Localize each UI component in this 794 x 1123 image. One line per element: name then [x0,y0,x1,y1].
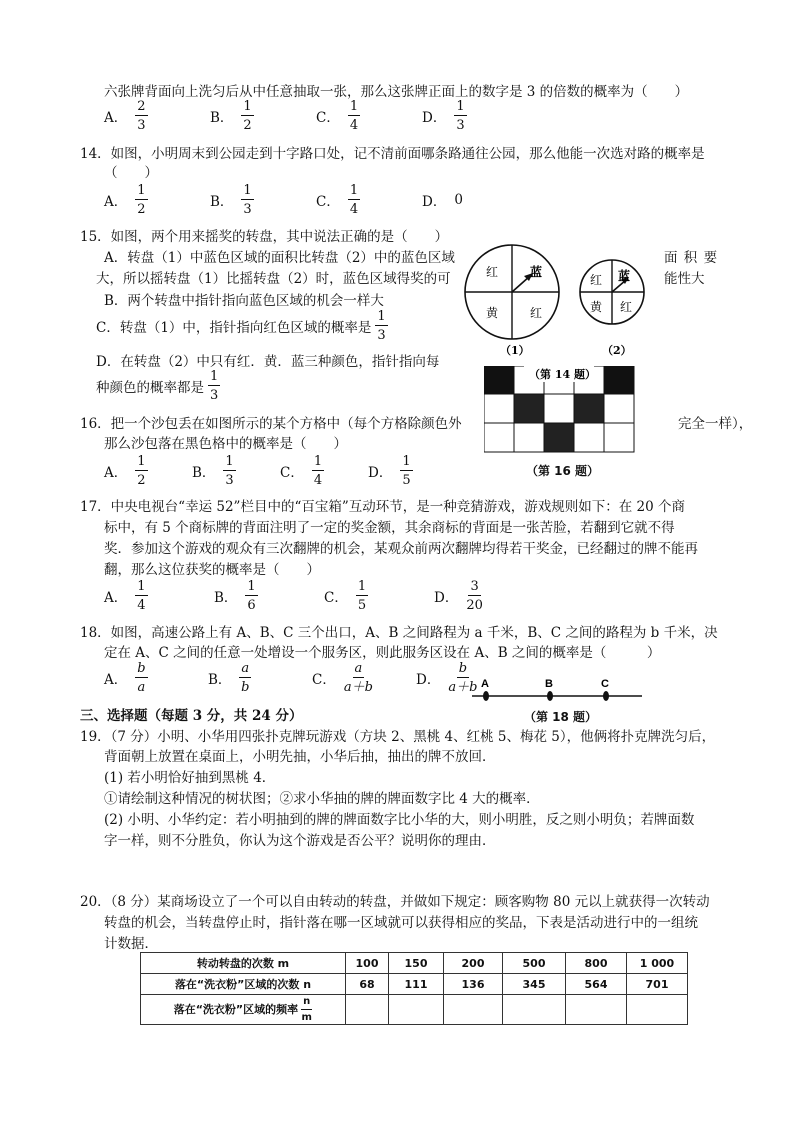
spinner1-yellow: 黄 [486,306,499,320]
fig18-caption: （第 18 题） [524,710,598,724]
q17-line4: 翻，那么这位获奖的概率是（ ） [104,562,320,578]
q15-option-a-line2: 大，所以摇转盘（1）比摇转盘（2）时，蓝色区域得奖的可 [96,271,451,287]
table-cell: 800 [566,953,627,974]
q13-option-d: D． $\frac{1}{3}$ [422,99,465,133]
q14-option-a: A． $\frac{1}{2}$ [104,183,146,217]
q19-line2: 背面朝上放置在桌面上，小明先抽，小华后抽，抽出的牌不放回． [104,749,496,765]
q15-option-d-line1: D．在转盘（2）中只有红．黄．蓝三种颜色，指针指向每 [96,354,440,370]
spinner1-red-right: 红 [530,306,543,320]
fig16-caption: （第 16 题） [526,464,600,478]
q16-option-d: D． $\frac{1}{5}$ [368,454,411,488]
spinner2-blue: 蓝 [618,269,631,283]
q18-line1: 18．如图，高速公路上有 A、B、C 三个出口，A、B 之间路程为 a 千米，B、C 之间的路程为 b 千米，决 [80,625,718,641]
q16-options [104,455,456,487]
table-cell [444,995,503,1025]
spinner2-red: 红 [590,273,603,287]
table-cell: 345 [503,974,566,995]
spinner1-red-left: 红 [486,265,499,279]
spinner2-yellow: 黄 [590,300,603,314]
q14-paren: （ ） [104,165,158,181]
table-cell: 落在“洗衣粉”区域的次数 n [141,974,346,995]
point-b-label: B [545,678,553,690]
table-cell: 111 [389,974,444,995]
spinner-2 [580,260,644,357]
q14-text: 14．如图，小明周末到公园走到十字路口处，记不清前面哪条路通往公园，那么他能一次选对路的概率是 [80,146,705,162]
q17-line2: 标中，有 5 个商标牌的背面注明了一定的奖金额，其余商标的背面是一张苦脸，若翻到它就不得 [104,520,675,536]
q19-line1: 19．（7 分）小明、小华用四张扑克牌玩游戏（方块 2、黑桃 4、红桃 5、梅花 5），他俩将扑克牌洗匀后， [80,729,716,745]
q13-text: 六张牌背面向上洗匀后从中任意抽取一张，那么这张牌正面上的数字是 3 的倍数的概率为（ ） [104,84,689,100]
q17-line1: 17．中央电视台“幸运 52”栏目中的“百宝箱”互动环节，是一种竞猜游戏，游戏规则如下：在 20 个商 [80,499,686,515]
spinners-figure [460,240,660,360]
q16-text: 16．把一个沙包丢在如图所示的某个方格中（每个方格除颜色外 [80,416,462,432]
q15-option-a-line1-right: 面 积 要 [664,250,719,266]
point-c-label: C [601,678,609,690]
table-cell: 100 [346,953,389,974]
q17-option-c: C． $\frac{1}{5}$ [324,579,367,613]
q15-option-a-line1: A．转盘（1）中蓝色区域的面积比转盘（2）中的蓝色区域 [104,250,455,266]
q16-text-right: 完全一样）， [678,416,753,432]
q18-options [104,662,520,694]
q13-options [104,100,528,132]
q16-option-b: B． $\frac{1}{3}$ [192,454,234,488]
table-cell: 68 [346,974,389,995]
q17-option-a: A． $\frac{1}{4}$ [104,579,146,613]
q14-option-d: D． 0 [422,192,463,210]
table-cell [503,995,566,1025]
q16-option-c: C． $\frac{1}{4}$ [280,454,323,488]
spinner2-caption: （2） [602,344,632,357]
table-row [141,974,688,995]
table-cell: 200 [444,953,503,974]
q15-stem: 15．如图，两个用来摇奖的转盘，其中说法正确的是（ ） [80,229,449,245]
q17-option-d: D． $\frac{3}{20}$ [434,579,483,613]
q19-sub1: (1) 若小明恰好抽到黑桃 4． [104,770,276,786]
q17-options [104,580,544,612]
q18-option-c: C． $\frac{a}{a+b}$ [312,661,373,695]
table-cell: 136 [444,974,503,995]
q16-option-a: A． $\frac{1}{2}$ [104,454,146,488]
q13-option-c: C． $\frac{1}{4}$ [316,99,359,133]
spinner1-blue: 蓝 [530,265,543,279]
q17-line3: 奖．参加这个游戏的观众有三次翻牌的机会，某观众前两次翻牌均得若干奖金，已经翻过的牌不能再 [104,541,698,557]
stats-table [140,952,688,1025]
q18-option-b: B． $\frac{a}{b}$ [208,661,250,695]
table-cell: 1 000 [627,953,688,974]
grid-figure [484,366,636,456]
spinner2-red2: 红 [620,300,633,314]
table-cell: 转动转盘的次数 m [141,953,346,974]
q19-sub2b: 字一样，则不分胜负，你认为这个游戏是否公平？说明你的理由． [104,833,496,849]
q16-text-line2: 那么沙包落在黑色格中的概率是（ ） [104,436,347,452]
q13-option-b: B． $\frac{1}{2}$ [210,99,252,133]
q15-option-d-line2: 种颜色的概率都是 $\frac{1}{3}$ [96,369,219,403]
point-a-label: A [481,678,489,690]
table-cell [566,995,627,1025]
spinner-1 [465,245,559,357]
table-cell: 500 [503,953,566,974]
q15-option-a-line2-right: 能性大 [664,271,705,287]
q14-option-b: B． $\frac{1}{3}$ [210,183,252,217]
table-row [141,953,688,974]
table-cell: 150 [389,953,444,974]
q20-line2: 转盘的机会，当转盘停止时，指针落在哪一区域就可以获得相应的奖品，下表是活动进行中的一组统 [104,915,698,931]
q14-option-c: C． $\frac{1}{4}$ [316,183,359,217]
q14-options [104,184,528,216]
q15-option-c: C．转盘（1）中，指针指向红色区域的概率是 $\frac{1}{3}$ [96,309,386,343]
q15-option-b: B．两个转盘中指针指向蓝色区域的机会一样大 [104,293,384,309]
table-cell: 564 [566,974,627,995]
q18-option-d: D． $\frac{b}{a+b}$ [416,661,478,695]
table-cell: 701 [627,974,688,995]
fig14-caption: （第 14 题） [529,368,596,381]
q20-line1: 20．（8 分）某商场设立了一个可以自由转动的转盘，并做如下规定：顾客购物 80 元以上就获得一次转动 [80,894,710,910]
q13-option-a: A． $\frac{2}{3}$ [104,99,146,133]
q18-option-a: A． $\frac{b}{a}$ [104,661,146,695]
q20-line3: 计数据． [104,936,158,952]
table-cell [346,995,389,1025]
q19-sub1b: ①请绘制这种情况的树状图；②求小华抽的牌的牌面数字比 4 大的概率． [104,791,540,807]
q17-option-b: B． $\frac{1}{6}$ [214,579,256,613]
road-figure [470,674,646,704]
table-cell [627,995,688,1025]
q18-line2: 定在 A、C 之间的任意一处增设一个服务区，则此服务区设在 A、B 之间的概率是（ ） [104,645,661,661]
table-cell [389,995,444,1025]
section-heading: 三、选择题（每题 3 分，共 24 分） [80,708,303,724]
spinner1-caption: （1） [500,344,530,357]
table-cell: 落在“洗衣粉”区域的频率 $\frac{n}{m}$ [141,995,346,1025]
q19-sub2a: (2) 小明、小华约定：若小明抽到的牌的牌面数字比小华的大，则小明胜，反之则小明负；若牌面数 [104,812,695,828]
table-row [141,995,688,1025]
